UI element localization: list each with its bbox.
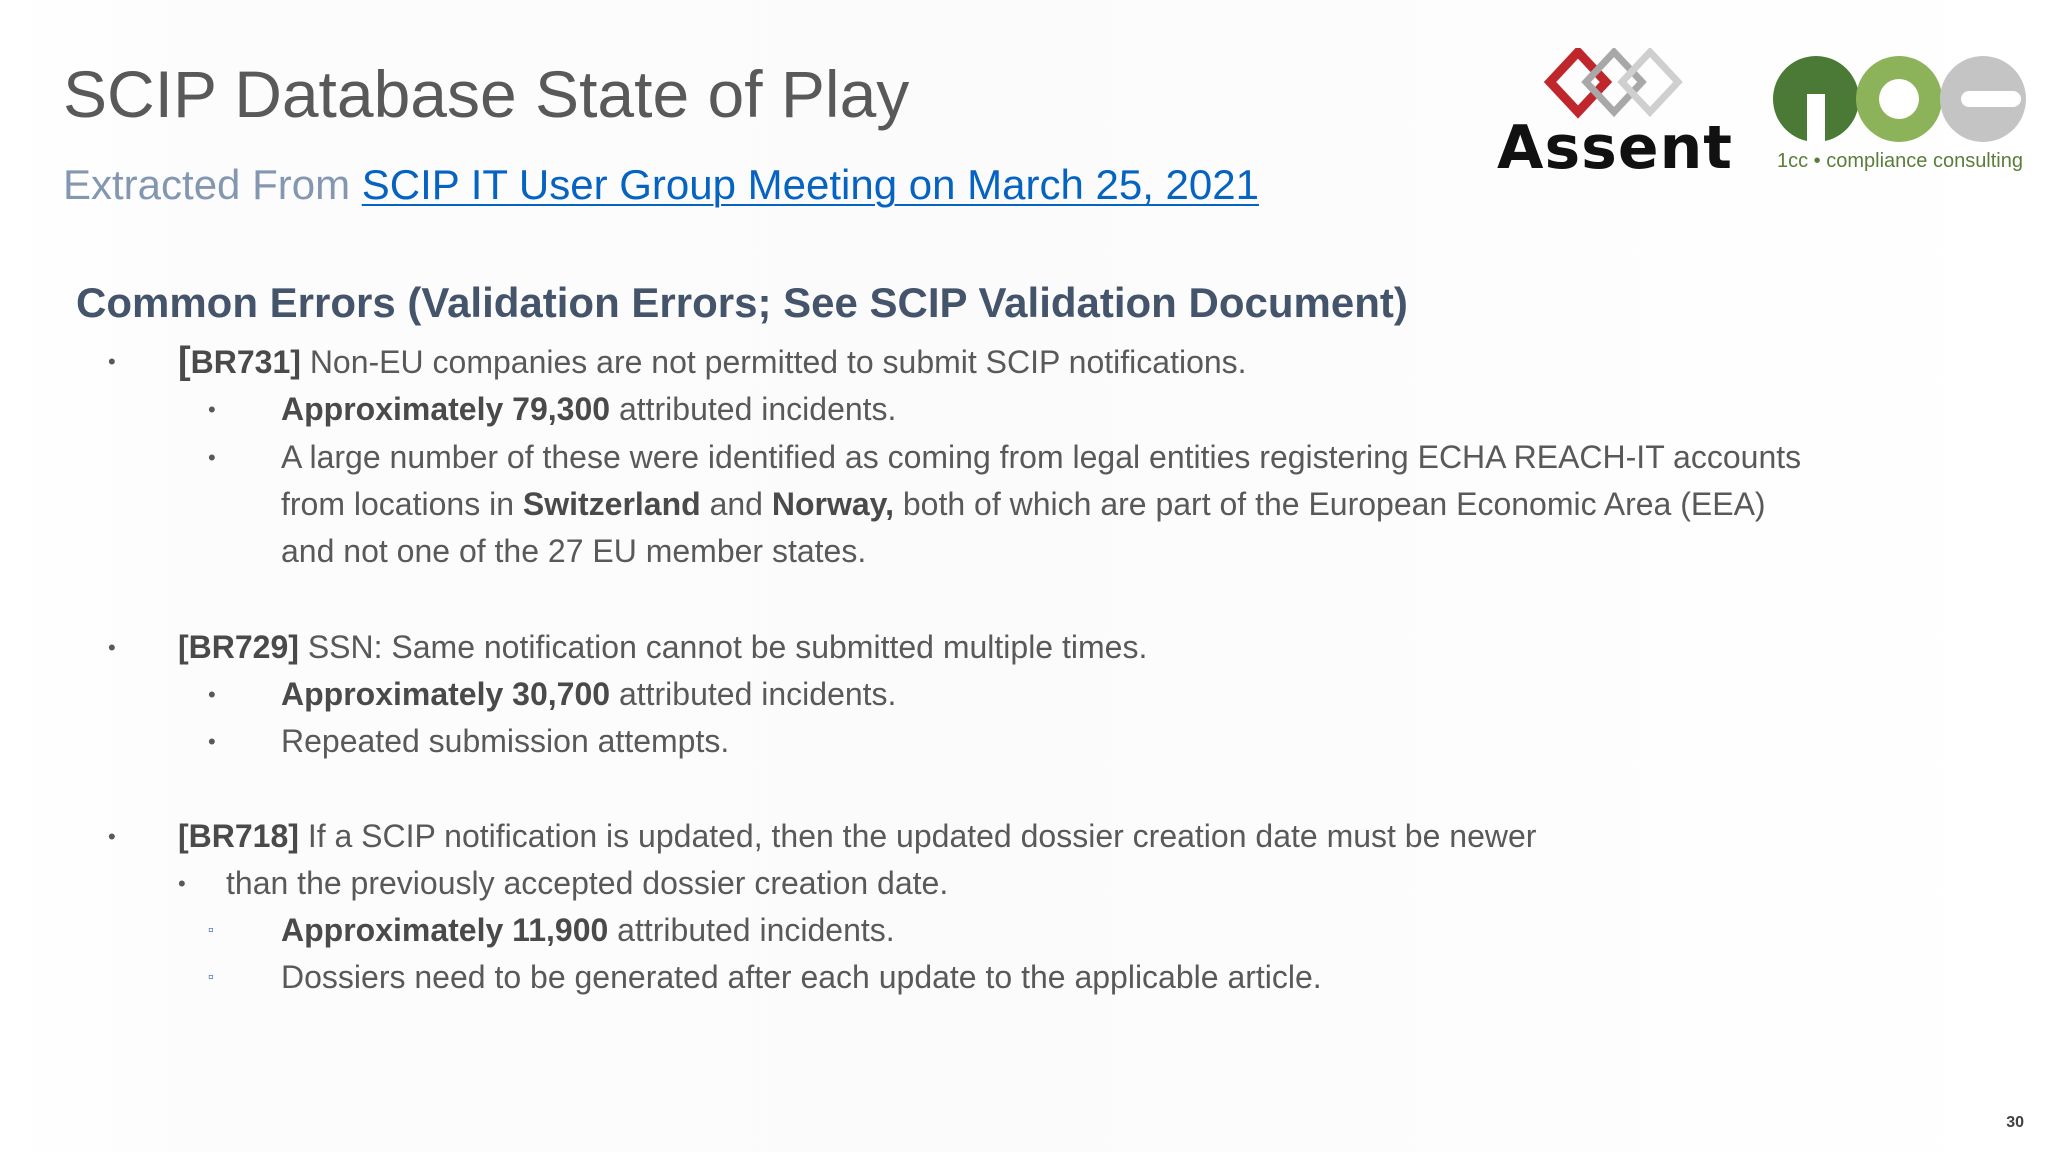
- assent-logo: [1490, 48, 1740, 188]
- page-title: SCIP Database State of Play: [63, 57, 910, 131]
- error-br718: [178, 813, 1536, 860]
- hollow-square-bullet-icon: ▫: [208, 922, 214, 939]
- onecc-circles-icon: [1771, 54, 2031, 144]
- subtitle: [63, 160, 1259, 210]
- bullet-icon: •: [108, 635, 116, 660]
- error-code: [BR718]: [178, 818, 299, 854]
- note-br731-line2: from locations in Switzerland and Norway, both of which are part of the European Economic Area (EEA): [281, 486, 1766, 522]
- bullet-icon: •: [178, 871, 186, 896]
- error-description: Non-EU companies are not permitted to submit SCIP notifications.: [309, 344, 1247, 380]
- assent-wordmark: Assent: [1497, 113, 1733, 183]
- error-description: SSN: Same notification cannot be submitted multiple times.: [307, 629, 1148, 665]
- onecc-tagline: 1cc • compliance consulting: [1776, 150, 2023, 172]
- bullet-icon: •: [108, 824, 116, 849]
- note-br731-line1: A large number of these were identified as coming from legal entities registering ECHA REACH-IT accounts: [281, 439, 1802, 475]
- section-heading: Common Errors (Validation Errors; See SCIP Validation Document): [76, 279, 1408, 326]
- incident-count-br731: Approximately 79,300 attributed incidents.: [281, 391, 897, 427]
- assent-diamonds-icon: [1540, 48, 1690, 123]
- meeting-link[interactable]: SCIP IT User Group Meeting on March 25, 2021: [361, 161, 1259, 208]
- error-description: If a SCIP notification is updated, then the updated dossier creation date must be newer: [307, 818, 1537, 854]
- incident-count-br718: Approximately 11,900 attributed incidents.: [281, 912, 895, 948]
- bullet-icon: •: [208, 445, 216, 470]
- error-code: [BR731]: [178, 340, 301, 382]
- bullet-icon: •: [208, 397, 216, 422]
- onecc-logo: [1765, 54, 2035, 184]
- bullet-icon: •: [208, 682, 216, 707]
- page-number: 30: [2006, 1114, 2024, 1131]
- incident-count-br729: Approximately 30,700 attributed incidents.: [281, 676, 897, 712]
- bullet-icon: •: [108, 349, 116, 374]
- hollow-square-bullet-icon: ▫: [208, 969, 214, 986]
- bullet-icon: •: [208, 729, 216, 754]
- note-br729: Repeated submission attempts.: [281, 723, 730, 759]
- error-code: [BR729]: [178, 629, 299, 665]
- note-br731-line3: and not one of the 27 EU member states.: [281, 533, 867, 569]
- error-br731: [178, 338, 1247, 386]
- note-br718: Dossiers need to be generated after each update to the applicable article.: [281, 959, 1322, 995]
- subtitle-prefix: Extracted From: [63, 161, 362, 208]
- error-br729: [178, 624, 1147, 671]
- error-br718-continued: than the previously accepted dossier creation date.: [226, 865, 949, 901]
